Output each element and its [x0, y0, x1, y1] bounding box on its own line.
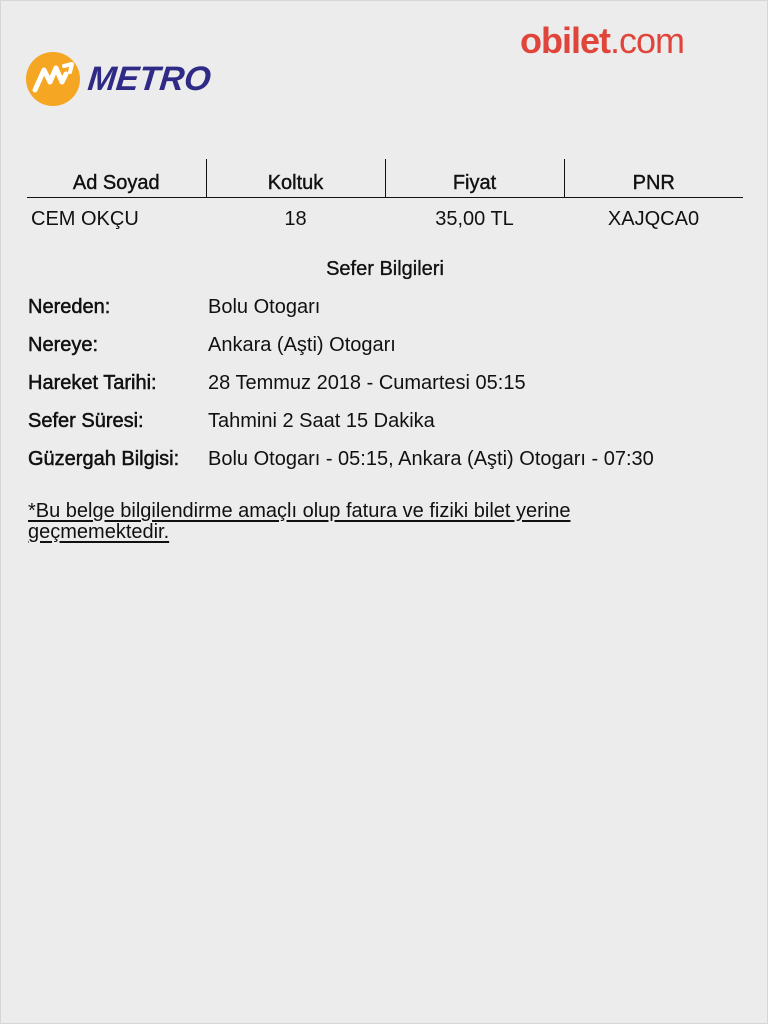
obilet-tld: .com: [610, 20, 685, 61]
table-row: [27, 198, 743, 241]
column-header-pnr: PNR: [564, 159, 743, 198]
departure-value: 28 Temmuz 2018 - Cumartesi 05:15: [208, 372, 526, 394]
obilet-logo: [520, 20, 685, 61]
metro-wordmark: METRO: [86, 60, 213, 98]
ticket-price: 35,00 TL: [435, 207, 514, 230]
passenger-table-header: [27, 159, 743, 198]
route-label: Güzergah Bilgisi:: [28, 448, 180, 470]
column-header-seat: Koltuk: [206, 159, 385, 198]
metro-logo: [26, 52, 211, 106]
metro-emblem-icon: [26, 52, 80, 106]
disclaimer-note: [28, 501, 648, 543]
column-header-price: Fiyat: [385, 159, 564, 198]
passenger-table: [27, 159, 743, 240]
passenger-name: CEM OKÇU: [31, 207, 139, 230]
route-value: Bolu Otogarı - 05:15, Ankara (Aşti) Otogarı - 07:30: [208, 448, 654, 470]
disclaimer-text: *Bu belge bilgilendirme amaçlı olup fatura ve fiziki bilet yerine geçmemektedir.: [28, 500, 571, 543]
destination-label: Nereye:: [28, 334, 99, 356]
origin-label: Nereden:: [28, 296, 111, 318]
seat-number: 18: [284, 207, 307, 230]
column-header-name: Ad Soyad: [27, 159, 206, 198]
destination-value: Ankara (Aşti) Otogarı: [208, 334, 396, 356]
departure-label: Hareket Tarihi:: [28, 372, 157, 394]
origin-value: Bolu Otogarı: [208, 296, 321, 318]
pnr-code: XAJQCA0: [607, 207, 700, 230]
duration-label: Sefer Süresi:: [28, 410, 144, 432]
duration-value: Tahmini 2 Saat 15 Dakika: [208, 410, 435, 432]
trip-info-title: Sefer Bilgileri: [326, 258, 444, 280]
obilet-brand: obilet: [520, 20, 610, 61]
